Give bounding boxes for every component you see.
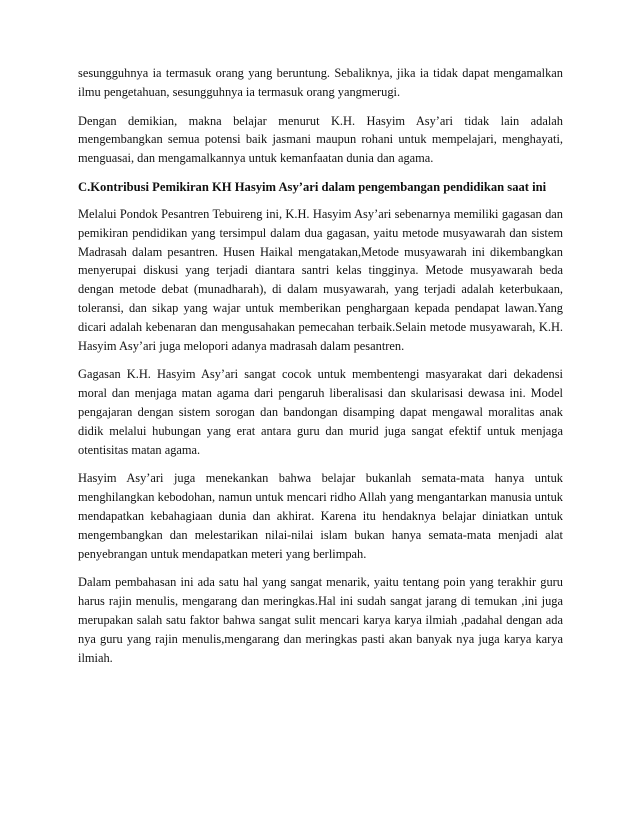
paragraph-3: Melalui Pondok Pesantren Tebuireng ini, K.H. Hasyim Asy’ari sebenarnya memiliki gagasan dan pemikiran pendidikan yang tersimpul dalam dua gagasan, yaitu metode musyawarah dan sistem Madrasah dalam pesantren. Husen Haikal mengatakan,Metode musyawarah ini dikembangkan menyerupai diskusi yang terjadi diantara santri kelas tingginya. Metode musyawarah beda dengan metode debat (munadharah), di dalam musyawarah, yang terjadi adalah keterbukaan, toleransi, dan sikap yang wajar untuk memberikan penghargaan kepada pendapat lawan.Yang dicari adalah kebenaran dan mengusahakan pemecahan terbaik.Selain metode musyawarah, K.H. Hasyim Asy’ari juga melopori adanya madrasah dalam pesantren. [78, 206, 563, 353]
paragraph-1: sesungguhnya ia termasuk orang yang beruntung. Sebaliknya, jika ia tidak dapat mengamalkan ilmu pengetahuan, sesungguhnya ia termasuk orang yangmerugi. [78, 66, 563, 99]
paragraph-4: Gagasan K.H. Hasyim Asy’ari sangat cocok untuk membentengi masyarakat dari dekadensi moral dan menjaga matan agama dari pengaruh liberalisasi dan skularisasi dewasa ini. Model pengajaran dengan sistem sorogan dan bandongan disamping dapat mengawal moralitas anak didik melalui hubungan yang erat antara guru dan murid juga sangat efektif untuk menjaga otentisitas matan agama. [78, 367, 563, 457]
document-page [78, 64, 563, 677]
paragraph-5: Hasyim Asy’ari juga menekankan bahwa belajar bukanlah semata-mata hanya untuk menghilangkan kebodohan, namun untuk mencari ridho Allah yang mengantarkan manusia untuk mendapatkan kebahagiaan dunia dan akhirat. Karena itu hendaknya belajar diniatkan untuk mengembangkan dan melestarikan nilai-nilai islam bukan hanya semata-mata menjadi alat penyebrangan untuk mendapatkan meteri yang berlimpah. [78, 471, 563, 561]
section-heading: C.Kontribusi Pemikiran KH Hasyim Asy’ari dalam pengembangan pendidikan saat ini [78, 179, 547, 194]
paragraph-2: Dengan demikian, makna belajar menurut K.H. Hasyim Asy’ari tidak lain adalah mengembangkan semua potensi baik jasmani maupun rohani untuk mempelajari, menghayati, menguasai, dan mengamalkannya untuk kemanfaatan dunia dan agama. [78, 113, 563, 166]
paragraph-6: Dalam pembahasan ini ada satu hal yang sangat menarik, yaitu tentang poin yang terakhir guru harus rajin menulis, mengarang dan meringkas.Hal ini sudah sangat jarang di temukan ,ini juga merupakan salah satu faktor bahwa sangat sulit mencari karya karya ilmiah ,padahal dengan ada nya guru yang rajin menulis,mengarang dan meringkas pasti akan banyak nya juga karya karya ilmiah. [78, 575, 563, 665]
